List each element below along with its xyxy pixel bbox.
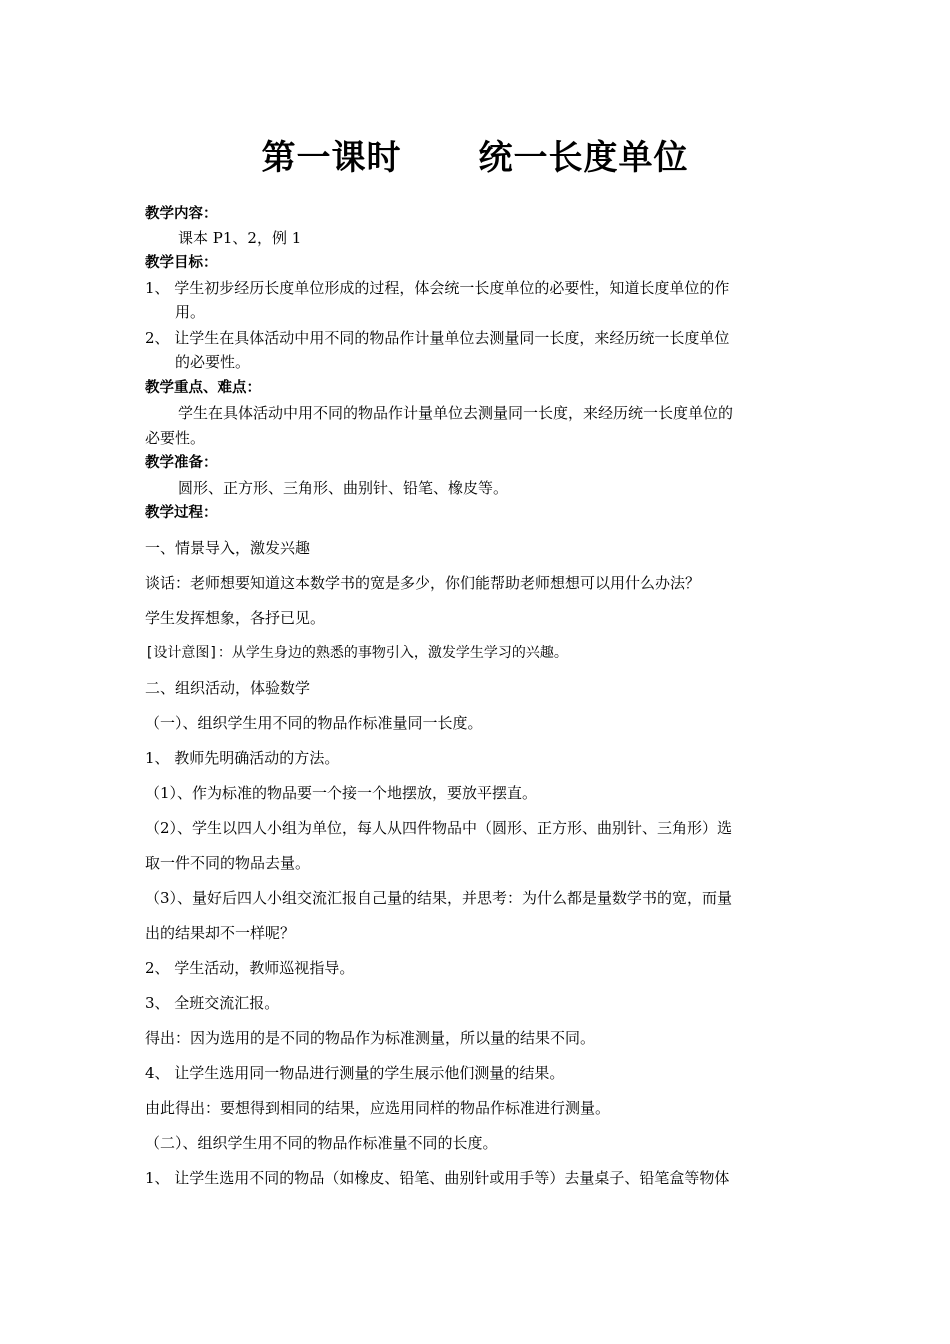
design-intent: [设计意图]：从学生身边的熟悉的事物引入，激发学生学习的兴趣。 [145,645,568,661]
process-dialogue: 谈话：老师想要知道这本数学书的宽是多少，你们能帮助老师想想可以用什么办法？ [145,574,701,592]
process-item-2: 2、 学生活动，教师巡视指导。 [145,959,355,977]
process-conclusion-1: 得出：因为选用的是不同的物品作为标准测量，所以量的结果不同。 [145,1029,596,1047]
process-conclusion-2: 由此得出：要想得到相同的结果，应选用同样的物品作标准进行测量。 [145,1099,611,1117]
process-item-4: 4、 让学生选用同一物品进行测量的学生展示他们测量的结果。 [145,1064,565,1082]
key-points-line-2: 必要性。 [145,429,206,447]
process-item-1: 1、 教师先明确活动的方法。 [145,749,340,767]
key-points-line-1: 学生在具体活动中用不同的物品作计量单位去测量同一长度，来经历统一长度单位的 [178,404,734,422]
page-title: 第一课时 统一长度单位 [261,138,689,178]
process-subsection-2-item-1: 1、 让学生选用不同的物品（如橡皮、铅笔、曲别针或用手等）去量桌子、铅笔盒等物体 [145,1169,730,1187]
section-label-key-points: 教学重点、难点： [145,380,261,396]
process-item-3: 3、 全班交流汇报。 [145,994,280,1012]
process-item-1-1: （1）、作为标准的物品要一个接一个地摆放，要放平摆直。 [145,784,538,802]
section-label-goals: 教学目标： [145,255,218,271]
section-label-process: 教学过程： [145,505,218,521]
process-item-1-2-line-1: （2）、学生以四人小组为单位，每人从四件物品中（圆形、正方形、曲别针、三角形）选 [145,819,733,837]
section-label-preparation: 教学准备： [145,455,218,471]
process-step-1-heading: 一、情景导入，激发兴趣 [145,539,311,557]
process-item-1-3-line-1: （3）、量好后四人小组交流汇报自己量的结果，并思考：为什么都是量数学书的宽，而量 [145,889,733,907]
process-subsection-2: （二）、组织学生用不同的物品作标准量不同的长度。 [145,1134,498,1152]
goal-1-line-2: 用。 [175,303,206,321]
section-label-content: 教学内容： [145,206,218,222]
content-text: 课本 P1、2，例 1 [178,229,302,247]
process-step-2-heading: 二、组织活动，体验数学 [145,679,311,697]
goal-2-line-1: 2、 让学生在具体活动中用不同的物品作计量单位去测量同一长度，来经历统一长度单位 [145,329,730,347]
goal-2-line-2: 的必要性。 [175,353,251,371]
preparation-text: 圆形、正方形、三角形、曲别针、铅笔、橡皮等。 [178,479,509,497]
process-subsection-1: （一）、组织学生用不同的物品作标准量同一长度。 [145,714,483,732]
process-student-ideas: 学生发挥想象，各抒已见。 [145,609,326,627]
process-item-1-3-line-2: 出的结果却不一样呢？ [145,924,296,942]
goal-1-line-1: 1、 学生初步经历长度单位形成的过程，体会统一长度单位的必要性，知道长度单位的作 [145,279,730,297]
process-item-1-2-line-2: 取一件不同的物品去量。 [145,854,311,872]
